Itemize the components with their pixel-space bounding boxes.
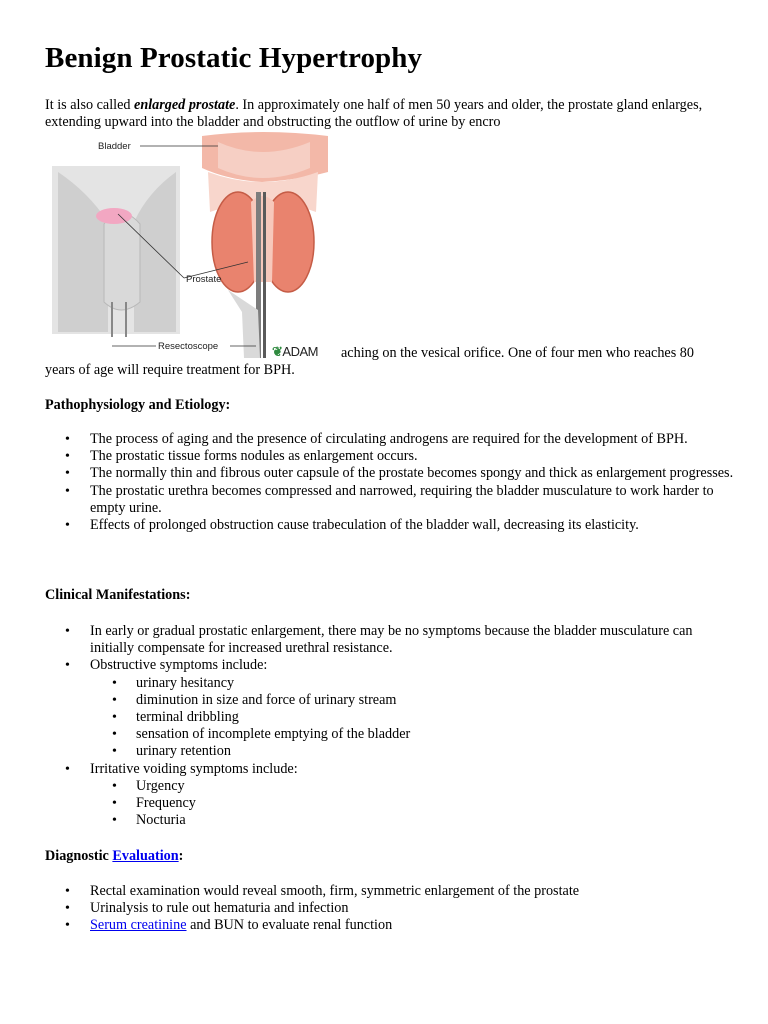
intro-text-start: It is also called xyxy=(45,97,135,113)
list-item xyxy=(45,761,735,830)
sublist-item: • urinary retention xyxy=(90,743,735,760)
intro-continuation-1: aching on the vesical orifice. One of four men who reaches 80 xyxy=(341,345,694,361)
list-item: • The prostatic tissue forms nodules as enlargement occurs. xyxy=(45,448,735,465)
anatomy-illustration xyxy=(48,132,328,358)
intro-text-end: . In approximately one half of men 50 years and older, the prostate gland enlarges, extending upward into the bladder and obstructing the outflow of urine by encro xyxy=(45,97,703,131)
list-item: • Effects of prolonged obstruction cause trabeculation of the bladder wall, decreasing its elasticity. xyxy=(45,517,735,534)
irritative-label: Irritative voiding symptoms include: xyxy=(90,760,298,777)
credit-text: ADAM xyxy=(282,344,318,359)
list-item: • Urinalysis to rule out hematuria and infection xyxy=(45,900,735,917)
sublist-item: • urinary hesitancy xyxy=(90,675,735,692)
label-resectoscope: Resectoscope xyxy=(158,341,219,352)
figure-credit xyxy=(272,344,318,360)
label-bladder: Bladder xyxy=(98,141,131,152)
clinical-list xyxy=(45,623,735,829)
sublist-item: • Urgency xyxy=(90,778,735,795)
obstructive-sublist xyxy=(90,675,735,761)
list-item: • The prostatic urethra becomes compressed and narrowed, requiring the bladder musculature to work harder to empty urine. xyxy=(45,483,735,517)
list-item: • The normally thin and fibrous outer capsule of the prostate becomes spongy and thick as enlargement progresses. xyxy=(45,465,735,482)
obstructive-label: Obstructive symptoms include: xyxy=(90,657,268,674)
intro-continuation-2: years of age will require treatment for BPH. xyxy=(45,362,295,378)
diagnostic-heading-colon: : xyxy=(178,848,184,864)
list-item: • Rectal examination would reveal smooth, firm, symmetric enlargement of the prostate xyxy=(45,883,735,900)
sublist-item: • Nocturia xyxy=(90,812,735,829)
diagnostic-heading xyxy=(45,848,183,865)
diagnostic-heading-text: Diagnostic xyxy=(45,848,113,864)
list-item: • In early or gradual prostatic enlargement, there may be no symptoms because the bladder musculature can initially compensate for increased urethral resistance. xyxy=(45,623,735,657)
small-prostate xyxy=(96,208,132,224)
serum-creatinine-link[interactable]: Serum creatinine xyxy=(90,917,187,934)
intro-emphasis: enlarged prostate xyxy=(134,97,236,113)
bph-anatomy-figure xyxy=(48,132,328,358)
page-title: Benign Prostatic Hypertrophy xyxy=(45,42,423,74)
list-item: • The process of aging and the presence of circulating androgens are required for the development of BPH. xyxy=(45,431,735,448)
resectoscope-shaft-inner xyxy=(263,192,266,358)
adam-leaf-icon: ❦ xyxy=(272,344,283,359)
list-item xyxy=(45,917,735,934)
label-prostate: Prostate xyxy=(186,274,222,285)
diagnostic-list xyxy=(45,883,735,935)
intro-paragraph xyxy=(45,97,735,131)
patho-heading: Pathophysiology and Etiology: xyxy=(45,397,231,413)
sublist-item: • Frequency xyxy=(90,795,735,812)
patho-list xyxy=(45,431,735,534)
sublist-item: • terminal dribbling xyxy=(90,709,735,726)
clinical-heading: Clinical Manifestations: xyxy=(45,587,191,603)
evaluation-link[interactable]: Evaluation xyxy=(112,848,179,864)
list-item-text: and BUN to evaluate renal function xyxy=(186,917,393,934)
irritative-sublist xyxy=(90,778,735,830)
list-item xyxy=(45,657,735,760)
lower-tissue xyxy=(228,290,260,358)
urethra-center xyxy=(251,196,274,282)
sublist-item: • diminution in size and force of urinary stream xyxy=(90,692,735,709)
penis-shaft xyxy=(104,213,140,310)
sublist-item: • sensation of incomplete emptying of the bladder xyxy=(90,726,735,743)
